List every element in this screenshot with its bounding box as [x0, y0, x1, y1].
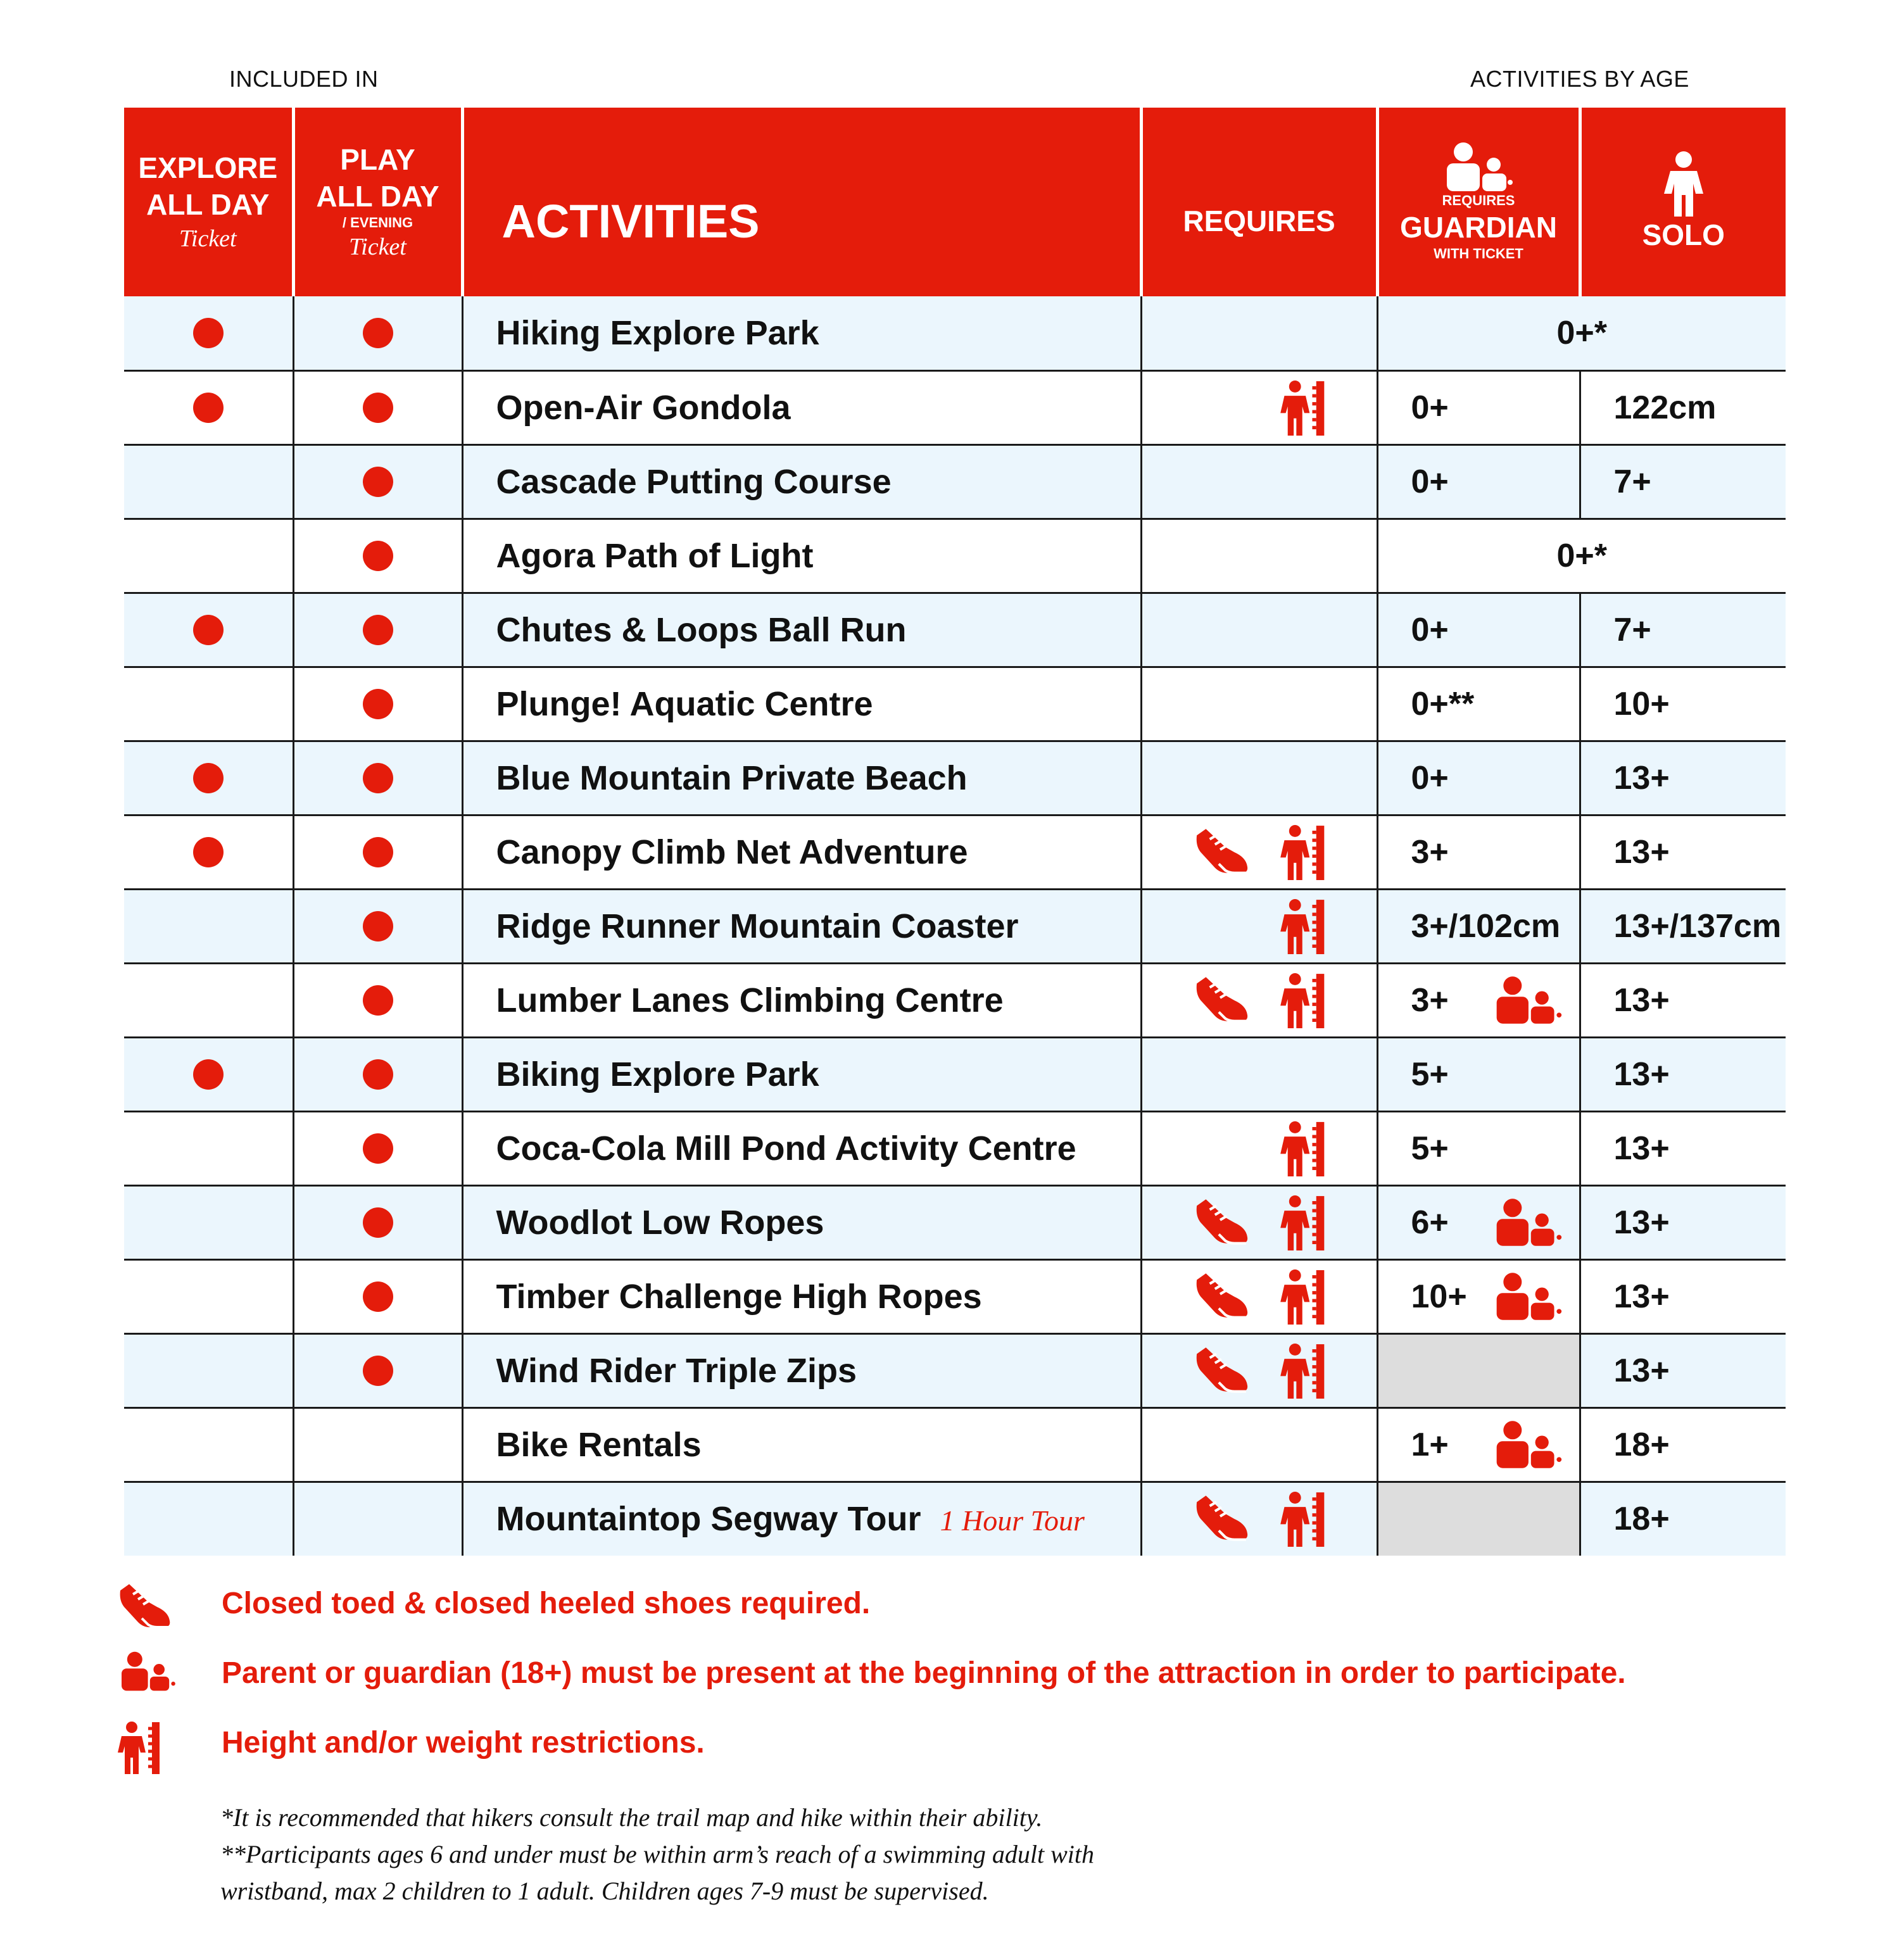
activity-name: Chutes & Loops Ball Run [496, 610, 907, 649]
explore-cell [124, 815, 293, 889]
included-dot [363, 985, 393, 1016]
included-dot [363, 318, 393, 348]
tour-duration: 1 Hour Tour [940, 1504, 1085, 1537]
table-row [124, 519, 1786, 593]
solo-age-cell: 13+ [1580, 741, 1786, 815]
activity-name: Hiking Explore Park [496, 313, 819, 352]
play-cell [293, 519, 462, 593]
explore-cell [124, 1111, 293, 1185]
guardian-age-cell [1377, 815, 1580, 889]
solo-age-cell: 13+ [1580, 1111, 1786, 1185]
requires-cell [1141, 1482, 1377, 1556]
guardian-age: 10+ [1411, 1278, 1467, 1315]
included-dot [363, 541, 393, 571]
age-all-cell: 0+* [1377, 519, 1786, 593]
explore-cell [124, 370, 293, 444]
activity-cell [462, 889, 1141, 963]
included-dot [193, 1059, 224, 1090]
height-restriction-icon [1279, 824, 1332, 880]
included-dot [363, 1207, 393, 1238]
guardian-age-cell [1377, 1111, 1580, 1185]
guardian-age: 0+ [1411, 463, 1449, 500]
activities-by-age-label: ACTIVITIES BY AGE [1470, 66, 1689, 92]
activity-name: Bike Rentals [496, 1425, 702, 1464]
included-dot [363, 1356, 393, 1386]
guardian-age: 0+ [1411, 759, 1449, 797]
solo-age-cell: 13+ [1580, 815, 1786, 889]
legend-shoes-text: Closed toed & closed heeled shoes required. [222, 1587, 871, 1620]
explore-cell [124, 963, 293, 1037]
header-play-ticket: PLAY ALL DAY / EVENING Ticket [293, 108, 462, 296]
activity-name: Biking Explore Park [496, 1055, 819, 1093]
table-row [124, 1407, 1786, 1482]
play-cell [293, 1333, 462, 1407]
table-row [124, 370, 1786, 444]
activity-cell [462, 963, 1141, 1037]
included-dot [193, 837, 224, 867]
activity-name: Timber Challenge High Ropes [496, 1277, 982, 1316]
activity-name: Wind Rider Triple Zips [496, 1351, 857, 1390]
legend-guardian-text: Parent or guardian (18+) must be present at the beginning of the attraction in order to participate. [222, 1656, 1626, 1690]
height-restriction-icon [1279, 973, 1332, 1028]
explore-cell [124, 444, 293, 519]
guardian-age-cell [1377, 1037, 1580, 1111]
solo-age-cell: 7+ [1580, 593, 1786, 667]
guardian-icon [1441, 142, 1516, 192]
play-cell [293, 1037, 462, 1111]
activity-cell [462, 815, 1141, 889]
guardian-age: 3+ [1411, 833, 1449, 871]
person-icon [1661, 151, 1706, 217]
explore-cell [124, 1185, 293, 1259]
height-restriction-icon [1279, 380, 1332, 436]
play-cell [293, 963, 462, 1037]
explore-cell [124, 667, 293, 741]
requires-cell [1141, 741, 1377, 815]
guardian-cell-unavailable [1377, 1333, 1580, 1407]
footnotes [220, 1799, 1094, 1910]
table-row [124, 1482, 1786, 1556]
activity-name: Open-Air Gondola [496, 388, 791, 427]
solo-age-cell: 13+ [1580, 1333, 1786, 1407]
activity-name: Woodlot Low Ropes [496, 1203, 824, 1242]
shoe-icon [1193, 1271, 1251, 1323]
explore-cell [124, 519, 293, 593]
guardian-age: 0+ [1411, 389, 1449, 426]
table-row [124, 593, 1786, 667]
shoe-icon [1193, 1493, 1251, 1545]
table-row [124, 444, 1786, 519]
guardian-age-cell [1377, 889, 1580, 963]
requires-cell [1141, 667, 1377, 741]
requires-cell [1141, 444, 1377, 519]
header-requires: REQUIRES [1141, 108, 1377, 296]
header-activities: ACTIVITIES [462, 108, 1141, 296]
included-dot [363, 1281, 393, 1312]
shoe-icon [117, 1582, 173, 1632]
included-dot [363, 393, 393, 423]
guardian-age-cell [1377, 1185, 1580, 1259]
activity-cell [462, 1037, 1141, 1111]
guardian-age-cell [1377, 1407, 1580, 1482]
included-dot [193, 763, 224, 793]
included-dot [363, 1133, 393, 1164]
requires-cell [1141, 296, 1377, 370]
explore-cell [124, 593, 293, 667]
requires-cell [1141, 1333, 1377, 1407]
guardian-age: 0+ [1411, 611, 1449, 648]
activity-cell [462, 519, 1141, 593]
explore-cell [124, 1037, 293, 1111]
play-cell [293, 815, 462, 889]
age-all-cell: 0+* [1377, 296, 1786, 370]
play-cell [293, 444, 462, 519]
activity-cell [462, 444, 1141, 519]
table-row [124, 1185, 1786, 1259]
legend-guardian-row [117, 1651, 177, 1692]
solo-age-cell: 13+ [1580, 963, 1786, 1037]
included-dot [363, 1059, 393, 1090]
height-restriction-icon [1279, 1195, 1332, 1250]
requires-cell [1141, 889, 1377, 963]
table-row [124, 1037, 1786, 1111]
activity-name: Blue Mountain Private Beach [496, 759, 968, 797]
included-dot [193, 615, 224, 645]
activity-cell [462, 1111, 1141, 1185]
table-row [124, 741, 1786, 815]
table-header [124, 108, 1786, 296]
guardian-age-cell [1377, 741, 1580, 815]
play-cell [293, 1111, 462, 1185]
table-row [124, 1259, 1786, 1333]
included-dot [363, 467, 393, 497]
explore-cell [124, 889, 293, 963]
solo-age-cell: 13+/137cm [1580, 889, 1786, 963]
activity-name: Ridge Runner Mountain Coaster [496, 907, 1019, 945]
height-restriction-icon [1279, 1343, 1332, 1399]
activity-cell [462, 1407, 1141, 1482]
activity-name: Canopy Climb Net Adventure [496, 833, 968, 871]
solo-age-cell: 13+ [1580, 1185, 1786, 1259]
header-guardian: REQUIRES GUARDIAN WITH TICKET [1377, 108, 1580, 296]
guardian-icon [1491, 1272, 1564, 1321]
solo-age-cell: 10+ [1580, 667, 1786, 741]
table-row [124, 815, 1786, 889]
explore-cell [124, 1407, 293, 1482]
activity-name: Cascade Putting Course [496, 462, 892, 501]
activities-table [124, 108, 1786, 1556]
play-cell [293, 667, 462, 741]
solo-age-cell: 18+ [1580, 1407, 1786, 1482]
explore-cell [124, 1259, 293, 1333]
requires-cell [1141, 1407, 1377, 1482]
activity-cell [462, 296, 1141, 370]
guardian-age-cell [1377, 370, 1580, 444]
play-cell [293, 1185, 462, 1259]
requires-cell [1141, 815, 1377, 889]
shoe-icon [1193, 974, 1251, 1026]
height-restriction-icon [1279, 1491, 1332, 1547]
footnote-1: *It is recommended that hikers consult the trail map and hike within their ability. [220, 1803, 1043, 1832]
guardian-age-cell [1377, 963, 1580, 1037]
guardian-age: 1+ [1411, 1426, 1449, 1463]
height-restriction-icon [1279, 1269, 1332, 1325]
guardian-age: 5+ [1411, 1130, 1449, 1167]
guardian-icon [1491, 1198, 1564, 1247]
activity-cell [462, 1185, 1141, 1259]
guardian-icon [1491, 976, 1564, 1025]
height-restriction-icon [1279, 1121, 1332, 1176]
activity-cell [462, 1333, 1141, 1407]
guardian-age: 5+ [1411, 1055, 1449, 1093]
play-cell [293, 370, 462, 444]
included-dot [363, 689, 393, 719]
play-cell [293, 1482, 462, 1556]
table-row [124, 889, 1786, 963]
requires-cell [1141, 593, 1377, 667]
solo-age-cell: 13+ [1580, 1259, 1786, 1333]
guardian-icon [1491, 1420, 1564, 1470]
activity-name: Lumber Lanes Climbing Centre [496, 981, 1004, 1019]
activity-name: Coca-Cola Mill Pond Activity Centre [496, 1129, 1076, 1168]
activity-name: Agora Path of Light [496, 536, 814, 575]
solo-age-cell: 7+ [1580, 444, 1786, 519]
table-row [124, 1333, 1786, 1407]
requires-cell [1141, 1111, 1377, 1185]
requires-cell [1141, 1037, 1377, 1111]
footnote-2: **Participants ages 6 and under must be within arm’s reach of a swimming adult with [220, 1840, 1095, 1868]
guardian-age: 6+ [1411, 1204, 1449, 1241]
explore-cell [124, 1482, 293, 1556]
activity-cell [462, 593, 1141, 667]
play-cell [293, 1407, 462, 1482]
included-dot [193, 393, 224, 423]
guardian-age-cell [1377, 667, 1580, 741]
header-explore-ticket: EXPLORE ALL DAY Ticket [124, 108, 293, 296]
solo-age-cell: 13+ [1580, 1037, 1786, 1111]
requires-cell [1141, 963, 1377, 1037]
shoe-icon [1193, 826, 1251, 878]
requires-cell [1141, 1259, 1377, 1333]
activity-name: Mountaintop Segway Tour [496, 1500, 921, 1539]
activity-cell [462, 741, 1141, 815]
guardian-icon [117, 1651, 177, 1692]
activity-cell [462, 1259, 1141, 1333]
solo-age-cell: 18+ [1580, 1482, 1786, 1556]
shoe-icon [1193, 1345, 1251, 1397]
play-cell [293, 1259, 462, 1333]
table-row [124, 963, 1786, 1037]
header-solo: SOLO [1580, 108, 1786, 296]
table-row [124, 667, 1786, 741]
height-restriction-icon [117, 1721, 167, 1774]
included-dot [193, 318, 224, 348]
activity-cell [462, 1482, 1141, 1556]
activity-cell [462, 370, 1141, 444]
play-cell [293, 741, 462, 815]
shoe-icon [1193, 1197, 1251, 1249]
activity-name: Plunge! Aquatic Centre [496, 684, 873, 723]
legend-height-row [117, 1721, 167, 1774]
included-dot [363, 615, 393, 645]
guardian-age: 3+/102cm [1411, 907, 1561, 945]
guardian-age-cell [1377, 593, 1580, 667]
footnote-3: wristband, max 2 children to 1 adult. Children ages 7-9 must be supervised. [220, 1877, 989, 1905]
requires-cell [1141, 370, 1377, 444]
guardian-cell-unavailable [1377, 1482, 1580, 1556]
requires-cell [1141, 1185, 1377, 1259]
requires-cell [1141, 519, 1377, 593]
guardian-age-cell [1377, 444, 1580, 519]
play-cell [293, 889, 462, 963]
table-row [124, 1111, 1786, 1185]
included-in-label: INCLUDED IN [229, 66, 379, 92]
table-row [124, 296, 1786, 370]
included-dot [363, 911, 393, 941]
guardian-age: 0+** [1411, 685, 1475, 722]
play-cell [293, 296, 462, 370]
included-dot [363, 837, 393, 867]
solo-age-cell: 122cm [1580, 370, 1786, 444]
legend-shoes-row [117, 1582, 173, 1632]
height-restriction-icon [1279, 898, 1332, 954]
explore-cell [124, 296, 293, 370]
legend-height-text: Height and/or weight restrictions. [222, 1726, 705, 1760]
play-cell [293, 593, 462, 667]
guardian-age-cell [1377, 1259, 1580, 1333]
explore-cell [124, 741, 293, 815]
included-dot [363, 763, 393, 793]
activity-cell [462, 667, 1141, 741]
guardian-age: 3+ [1411, 981, 1449, 1019]
explore-cell [124, 1333, 293, 1407]
